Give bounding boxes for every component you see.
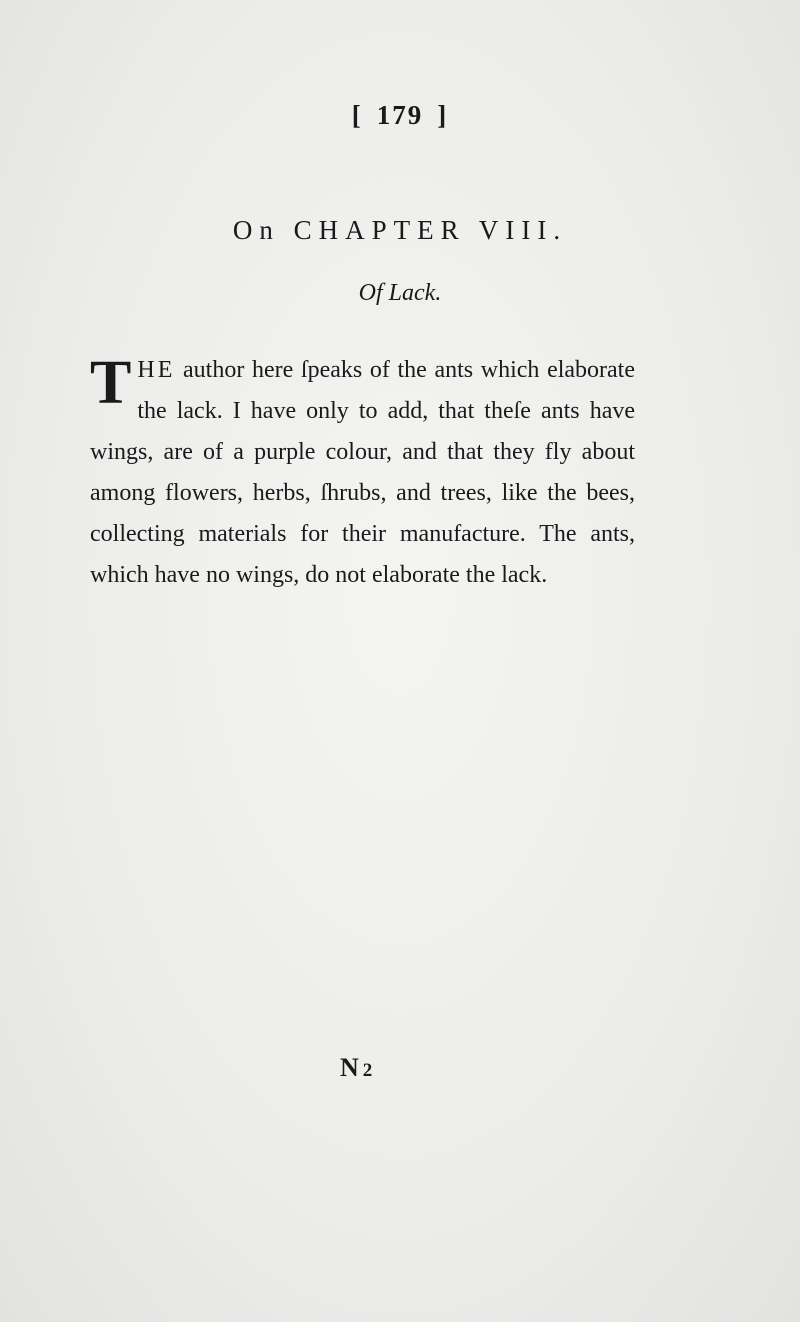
signature-letter: N	[340, 1053, 359, 1082]
first-word-rest: HE	[137, 357, 176, 383]
page-number-value: 179	[376, 100, 424, 130]
chapter-subheading: Of Lack.	[358, 280, 442, 306]
page-number-right-bracket: ]	[437, 100, 449, 130]
body-text-rest: author here ſpeaks of the ants which elaborate the lack. I have only to add, that theſe ants have wings, are of a purple colour, and that they fly about among flowers, herbs, ſhrubs, and trees, like the bees, collecting materials for their manufacture. The ants, which have no wings, do not elaborate the lack.	[90, 357, 635, 588]
chapter-heading: On CHAPTER VIII.	[232, 215, 568, 245]
body-paragraph	[90, 350, 635, 596]
signature-number: 2	[362, 1060, 373, 1081]
drop-cap: T	[90, 349, 132, 417]
page-number	[0, 100, 800, 131]
page-number-left-bracket: [	[351, 100, 363, 130]
signature-mark	[340, 1053, 372, 1083]
